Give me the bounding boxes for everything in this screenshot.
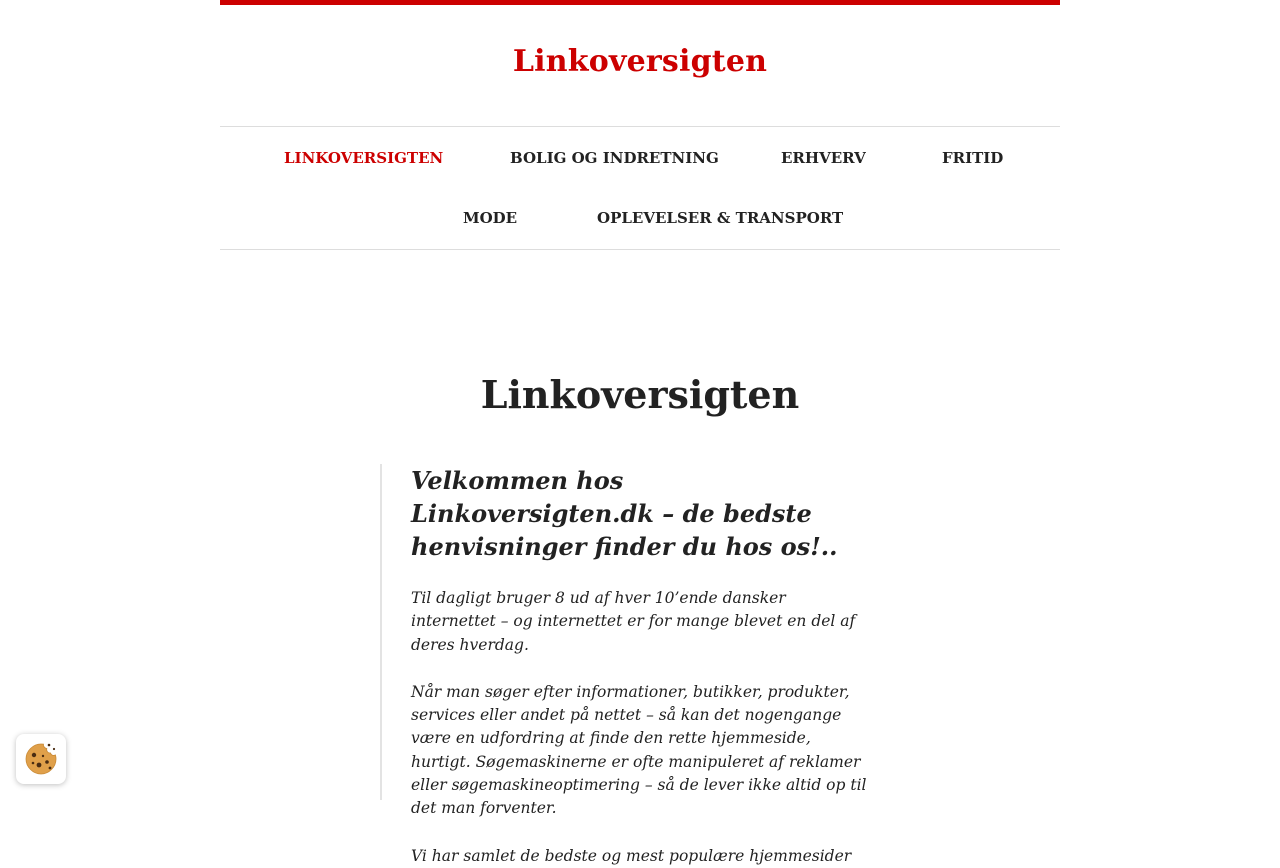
main-navigation — [220, 126, 1060, 250]
page-wrapper — [220, 0, 1060, 865]
welcome-heading: Velkommen hos Linkoversigten.dk – de bedste henvisninger finder du hos os!.. — [411, 466, 838, 561]
nav-item-linkoversigten[interactable]: LINKOVERSIGTEN — [284, 149, 444, 167]
page-title: Linkoversigten — [480, 372, 800, 417]
top-accent-bar — [220, 0, 1060, 5]
article-content — [380, 464, 871, 865]
paragraph-intro: Til dagligt bruger 8 ud af hver 10’ende dansker internettet – og internettet er for mange blevet en del af deres hverdag. — [411, 589, 856, 654]
cookie-settings-button[interactable] — [16, 734, 66, 784]
nav-item-bolig-og-indretning[interactable]: BOLIG OG INDRETNING — [510, 149, 719, 167]
nav-item-oplevelser-transport[interactable]: OPLEVELSER & TRANSPORT — [597, 209, 844, 227]
nav-item-fritid[interactable]: FRITID — [942, 149, 1004, 167]
paragraph-collection: Vi har samlet de bedste og mest populære hjemmesider — [411, 846, 852, 865]
nav-item-mode[interactable]: MODE — [463, 209, 518, 227]
paragraph-search: Når man søger efter informationer, butikker, produkter, services eller andet på nettet – så kan det nogengange være en udfordring at finde den rette hjemmeside, hurtigt. Søgemaskinerne er ofte manipuleret af reklamer eller søgemaskineoptimering – så de lever ikke altid op til det man forventer. — [411, 682, 867, 818]
nav-item-erhverv[interactable]: ERHVERV — [781, 149, 866, 167]
cookie-icon — [23, 741, 59, 777]
site-title-link[interactable]: Linkoversigten — [512, 44, 768, 79]
